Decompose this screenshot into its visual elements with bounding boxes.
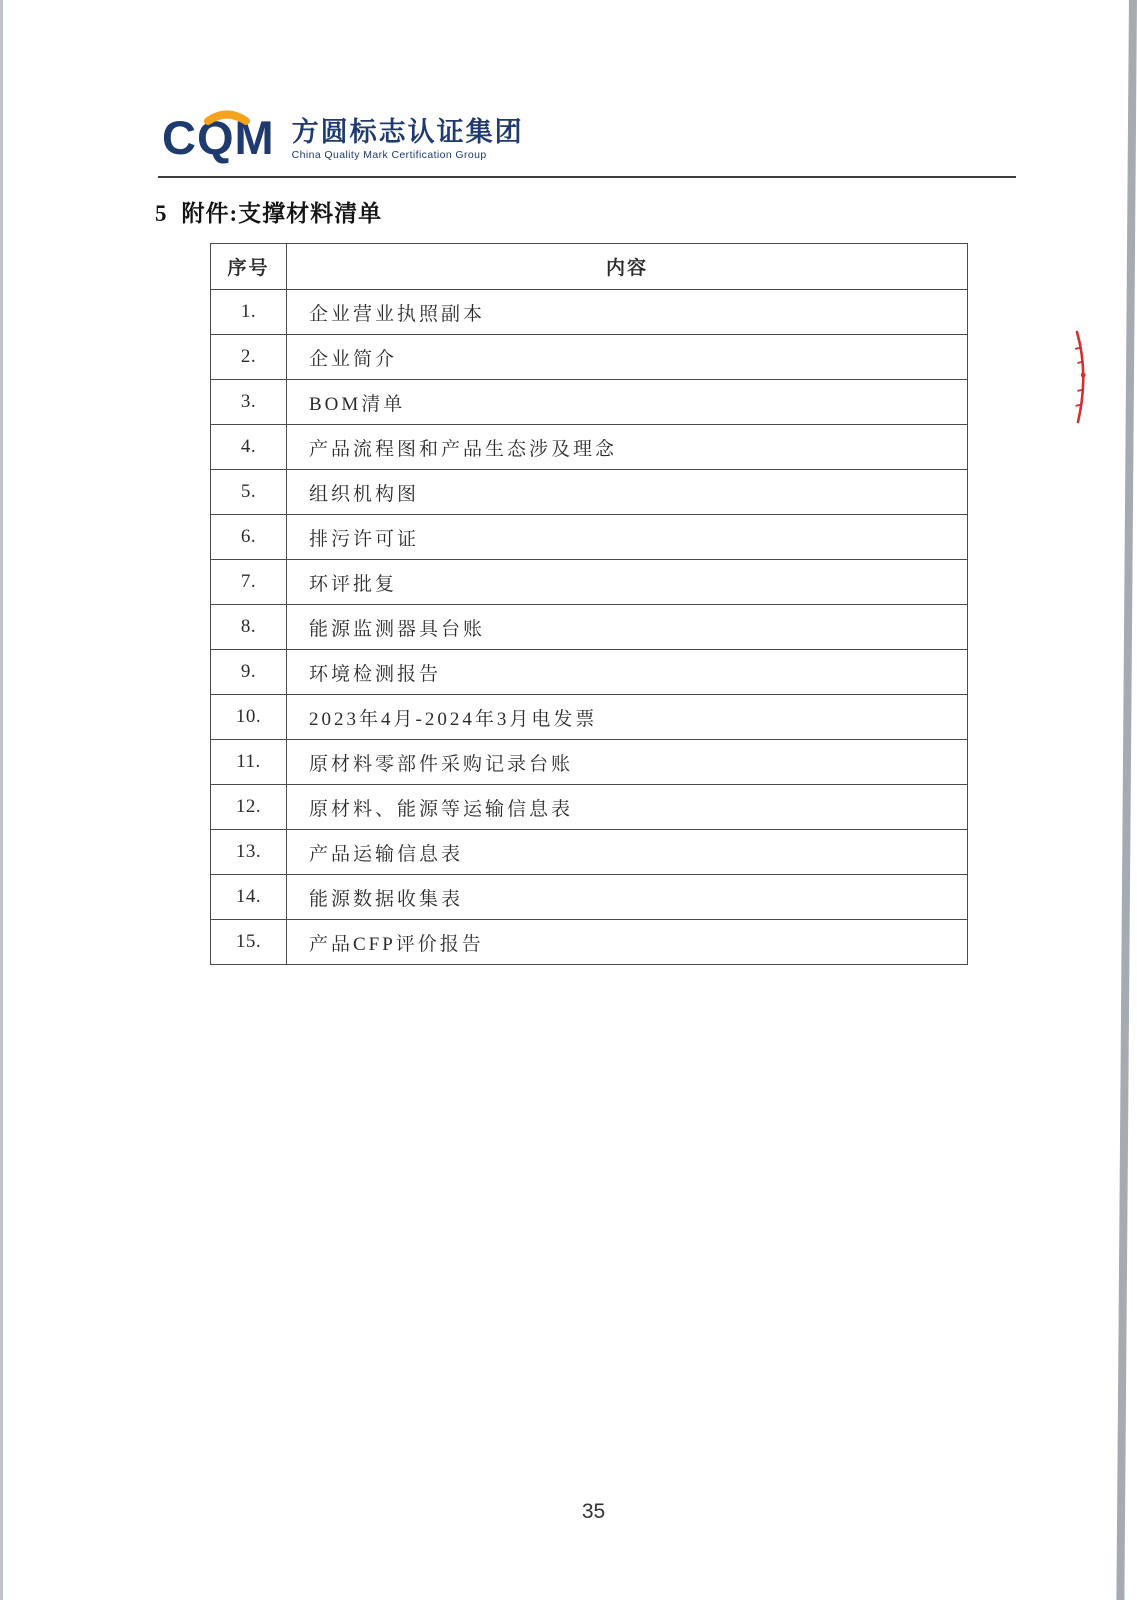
col-header-serial: 序号 — [211, 244, 287, 290]
row-content: 能源数据收集表 — [287, 875, 968, 920]
section-number: 5 — [155, 201, 168, 226]
row-serial: 12. — [211, 785, 287, 830]
row-content: 排污许可证 — [287, 515, 968, 560]
table-row — [211, 515, 968, 560]
table-row — [211, 695, 968, 740]
row-serial: 4. — [211, 425, 287, 470]
row-content: 环评批复 — [287, 560, 968, 605]
attachments-table — [210, 243, 968, 965]
row-serial: 2. — [211, 335, 287, 380]
logo-arc-icon — [203, 107, 251, 125]
table-row — [211, 830, 968, 875]
cqm-logo — [162, 110, 524, 166]
logo-names — [292, 110, 524, 161]
row-content: 企业营业执照副本 — [287, 290, 968, 335]
row-serial: 3. — [211, 380, 287, 425]
row-content: 组织机构图 — [287, 470, 968, 515]
table-row — [211, 335, 968, 380]
logo-acronym: CQM — [162, 111, 275, 164]
table-header-row — [211, 244, 968, 290]
row-serial: 9. — [211, 650, 287, 695]
row-content: 产品CFP评价报告 — [287, 920, 968, 965]
row-content: 原材料零部件采购记录台账 — [287, 740, 968, 785]
table-row — [211, 470, 968, 515]
section-title: 附件:支撑材料清单 — [181, 201, 383, 226]
row-serial: 11. — [211, 740, 287, 785]
table-row — [211, 920, 968, 965]
table-row — [211, 650, 968, 695]
row-serial: 5. — [211, 470, 287, 515]
row-content: 产品流程图和产品生态涉及理念 — [287, 425, 968, 470]
table-row — [211, 785, 968, 830]
row-serial: 7. — [211, 560, 287, 605]
stamp-edge-icon — [1070, 328, 1094, 426]
table-row — [211, 425, 968, 470]
row-content: 企业简介 — [287, 335, 968, 380]
cqm-logo-mark — [162, 110, 275, 166]
table-row — [211, 875, 968, 920]
table-row — [211, 380, 968, 425]
row-content: 环境检测报告 — [287, 650, 968, 695]
row-serial: 15. — [211, 920, 287, 965]
scan-right-edge — [1116, 0, 1137, 1600]
logo-name-en: China Quality Mark Certification Group — [291, 149, 487, 161]
row-serial: 1. — [211, 290, 287, 335]
table-row — [211, 290, 968, 335]
row-serial: 6. — [211, 515, 287, 560]
scan-left-edge — [0, 0, 3, 1600]
page-number: 35 — [581, 1500, 606, 1523]
row-serial: 10. — [211, 695, 287, 740]
section-heading — [155, 195, 382, 228]
row-content: 产品运输信息表 — [287, 830, 968, 875]
row-content: BOM清单 — [287, 380, 968, 425]
col-header-content: 内容 — [287, 244, 968, 290]
logo-name-cn: 方圆标志认证集团 — [291, 117, 524, 147]
row-content: 2023年4月-2024年3月电发票 — [287, 695, 968, 740]
row-serial: 8. — [211, 605, 287, 650]
row-content: 原材料、能源等运输信息表 — [287, 785, 968, 830]
row-serial: 14. — [211, 875, 287, 920]
table-row — [211, 605, 968, 650]
table-row — [211, 560, 968, 605]
row-serial: 13. — [211, 830, 287, 875]
row-content: 能源监测器具台账 — [287, 605, 968, 650]
header-divider — [158, 176, 1016, 178]
table-row — [211, 740, 968, 785]
